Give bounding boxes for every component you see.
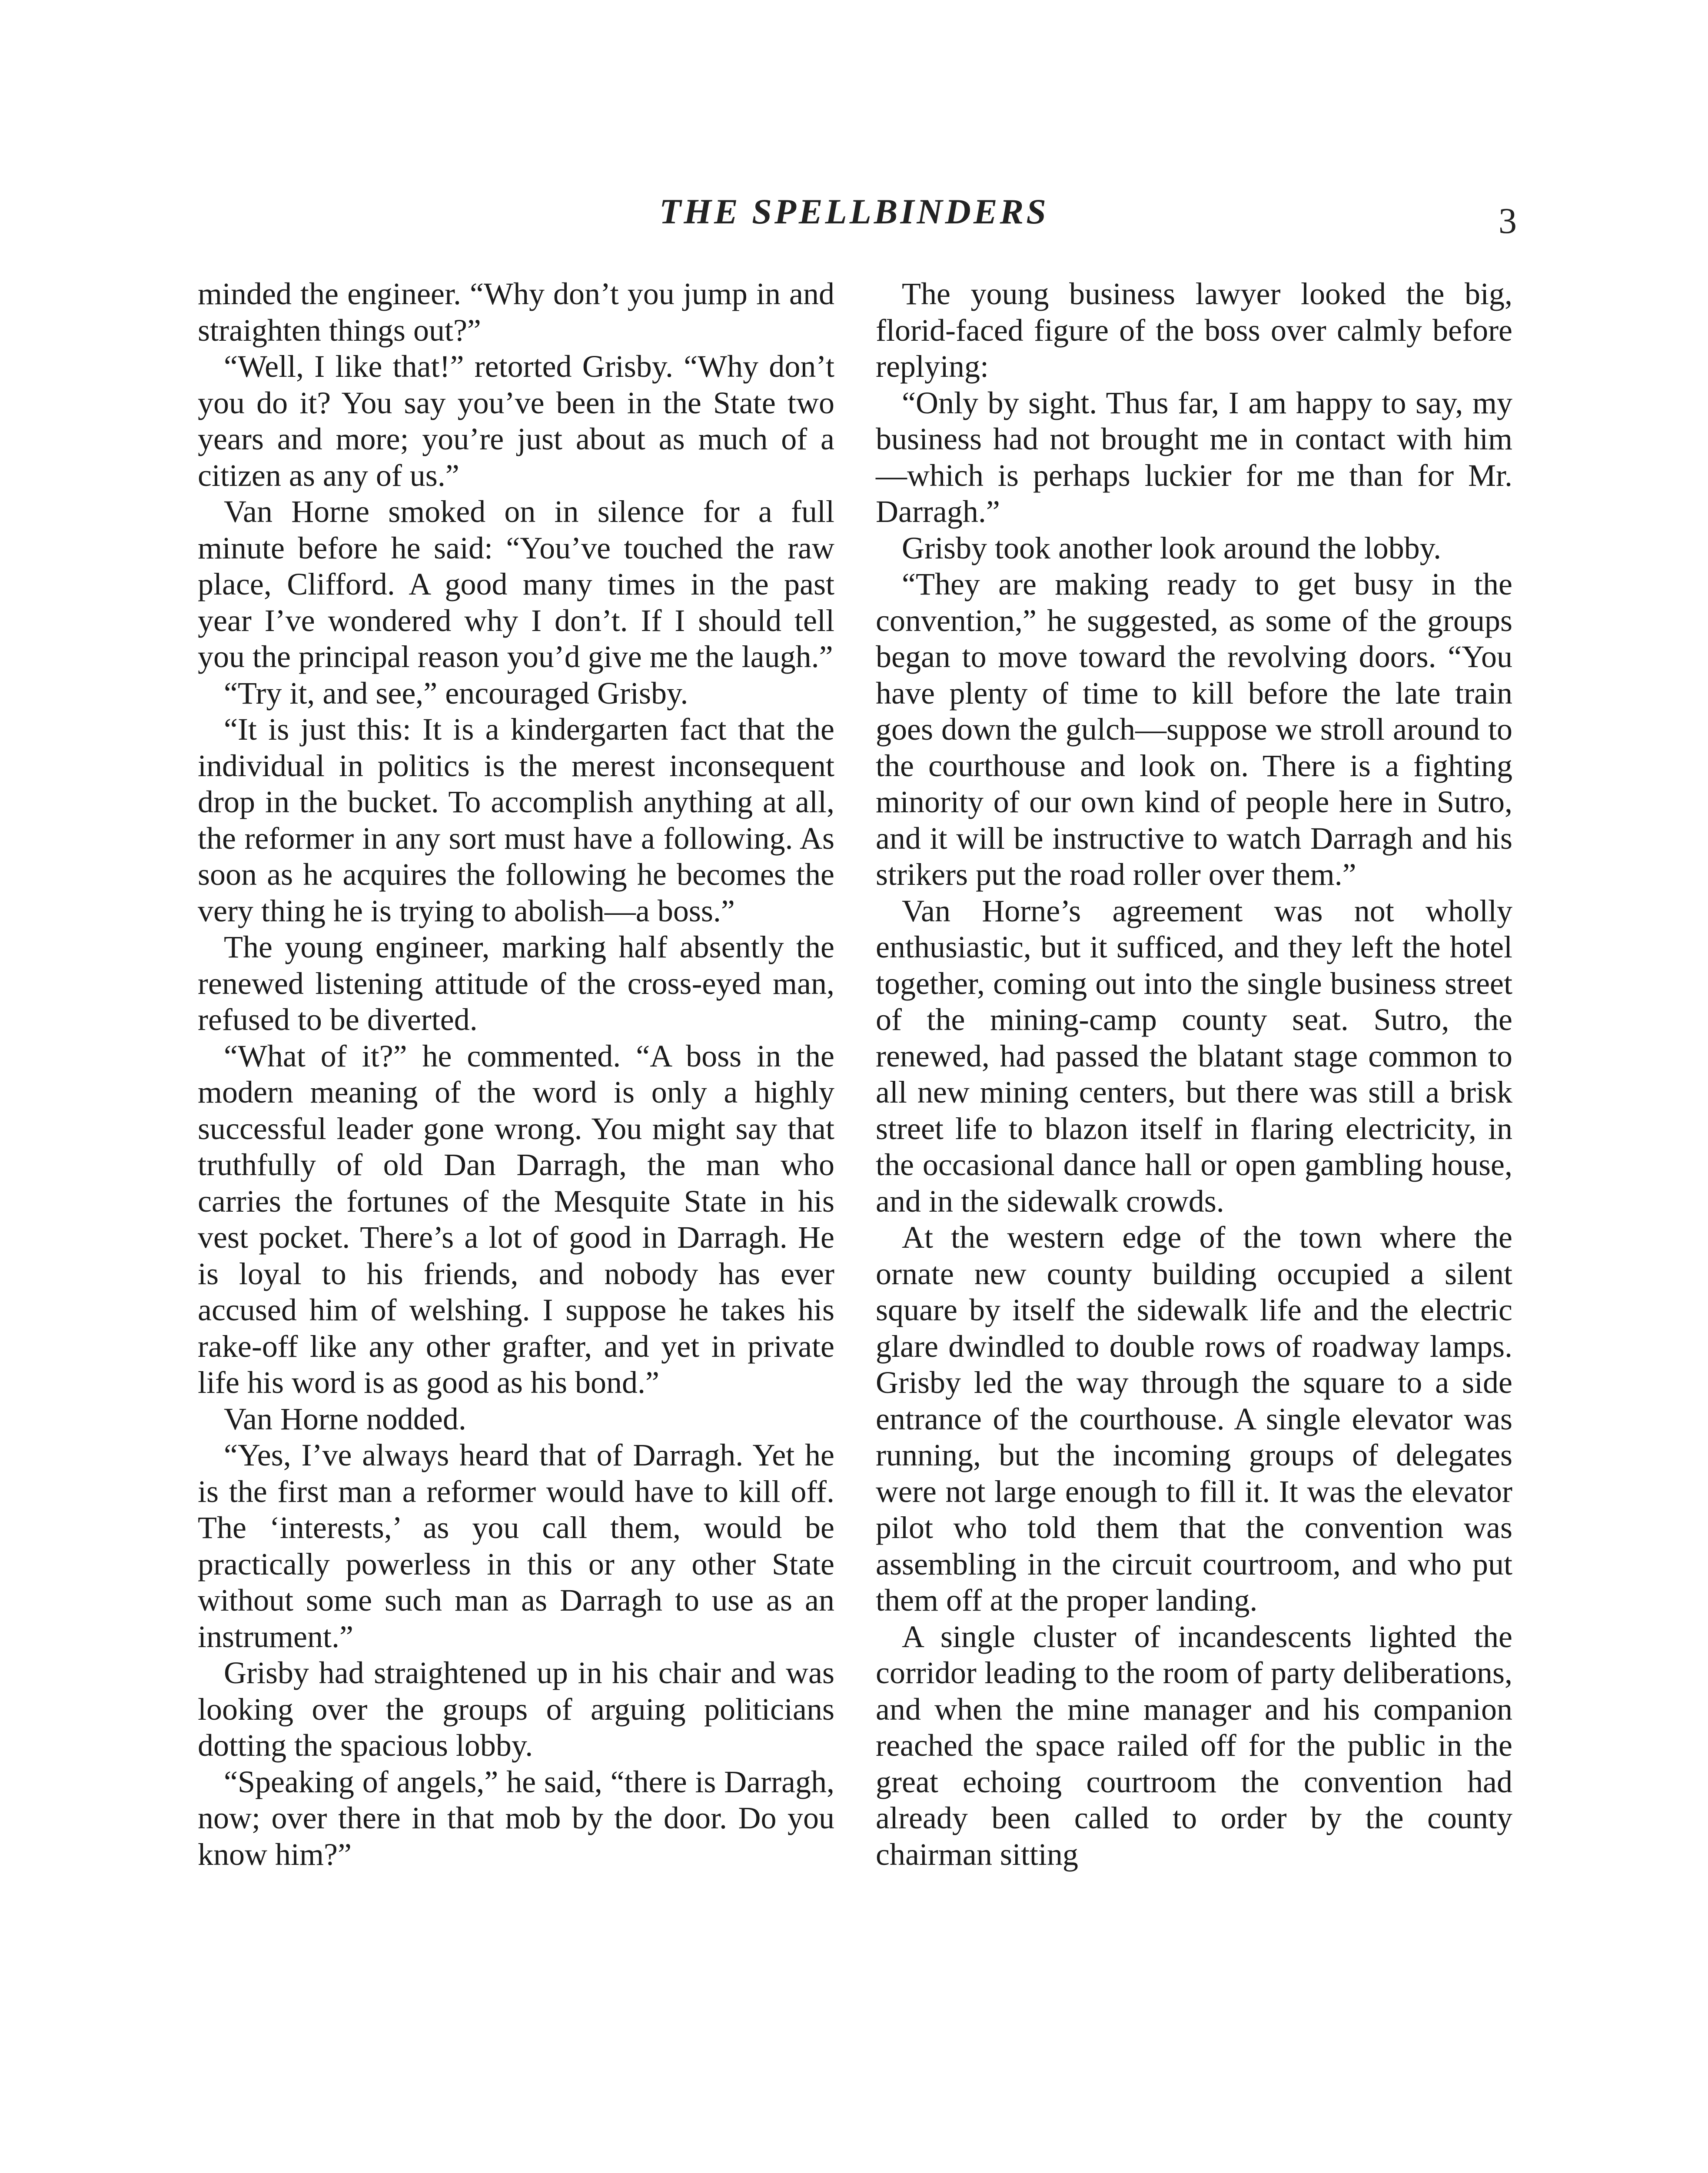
page-number: 3 xyxy=(1499,201,1517,241)
paragraph: Van Horne nodded. xyxy=(224,1401,466,1436)
paragraph: Grisby took another look around the lobby. xyxy=(902,530,1442,565)
paragraph: The young business lawyer looked the big, florid-faced figure of the boss over calmly before replying: xyxy=(876,276,1512,384)
paragraph: Grisby had straightened up in his chair and was looking over the groups of arguing politicians dotting the spacious lobby. xyxy=(198,1655,834,1763)
right-text-column xyxy=(876,276,1512,1873)
paragraph: A single cluster of incandescents lighted the corridor leading to the room of party deliberations, and when the mine manager and his companion reached the space railed off for the public in the great echoing courtroom the convention had already been called to order by the county chairman sitting xyxy=(876,1619,1512,1872)
paragraph: “Well, I like that!” retorted Grisby. “Why don’t you do it? You say you’ve been in the State two years and more; you’re just about as much of a citizen as any of us.” xyxy=(198,349,834,493)
paragraph: “Yes, I’ve always heard that of Darragh. Yet he is the first man a reformer would have to kill off. The ‘interests,’ as you call them, would be practically powerless in this or any other State without some such man as Darragh to use as an instrument.” xyxy=(198,1438,834,1654)
left-text-column xyxy=(198,276,834,1873)
paragraph: “They are making ready to get busy in the convention,” he suggested, as some of the groups began to move toward the revolving doors. “You have plenty of time to kill before the late train goes down the gulch—suppose we stroll around to the courthouse and look on. There is a fighting minority of our own kind of people here in Sutro, and it will be instructive to watch Darragh and his strikers put the road roller over them.” xyxy=(876,567,1512,892)
paragraph: The young engineer, marking half absently the renewed listening attitude of the cross-eyed man, refused to be diverted. xyxy=(198,930,834,1037)
paragraph: “Speaking of angels,” he said, “there is Darragh, now; over there in that mob by the door. Do you know him?” xyxy=(198,1764,834,1872)
running-title: THE SPELLBINDERS xyxy=(659,192,1049,231)
paragraph: “It is just this: It is a kindergarten fact that the individual in politics is the merest inconsequent drop in the bucket. To accomplish anything at all, the reformer in any sort must have a following. As soon as he acquires the following he becomes the very thing he is trying to abolish—a boss.” xyxy=(198,712,834,928)
paragraph: “What of it?” he commented. “A boss in the modern meaning of the word is only a highly successful leader gone wrong. You might say that truthfully of old Dan Darragh, the man who carries the fortunes of the Mesquite State in his vest pocket. There’s a lot of good in Darragh. He is loyal to his friends, and nobody has ever accused him of welshing. I suppose he takes his rake-off like any other grafter, and yet in private life his word is as good as his bond.” xyxy=(198,1038,834,1400)
paragraph: Van Horne smoked on in silence for a full minute before he said: “You’ve touched the raw place, Clifford. A good many times in the past year I’ve wondered why I don’t. If I should tell you the principal reason you’d give me the laugh.” xyxy=(198,494,834,674)
paragraph: “Try it, and see,” encouraged Grisby. xyxy=(224,675,688,711)
page-header xyxy=(0,191,1708,243)
paragraph: Van Horne’s agreement was not wholly enthusiastic, but it sufficed, and they left the hotel together, coming out into the single business street of the mining-camp county seat. Sutro, the renewed, had passed the blatant stage common to all new mining centers, but there was still a brisk street life to blazon itself in flaring electricity, in the occasional dance hall or open gambling house, and in the sidewalk crowds. xyxy=(876,893,1512,1219)
paragraph: At the western edge of the town where the ornate new county building occupied a silent square by itself the sidewalk life and the electric glare dwindled to double rows of roadway lamps. Grisby led the way through the square to a side entrance of the courthouse. A single elevator was running, but the incoming groups of delegates were not large enough to fill it. It was the elevator pilot who told them that the convention was assembling in the circuit courtroom, and who put them off at the proper landing. xyxy=(876,1220,1512,1618)
paragraph: minded the engineer. “Why don’t you jump in and straighten things out?” xyxy=(198,276,834,348)
paragraph: “Only by sight. Thus far, I am happy to say, my business had not brought me in contact with him—which is perhaps luckier for me than for Mr. Darragh.” xyxy=(876,385,1512,529)
